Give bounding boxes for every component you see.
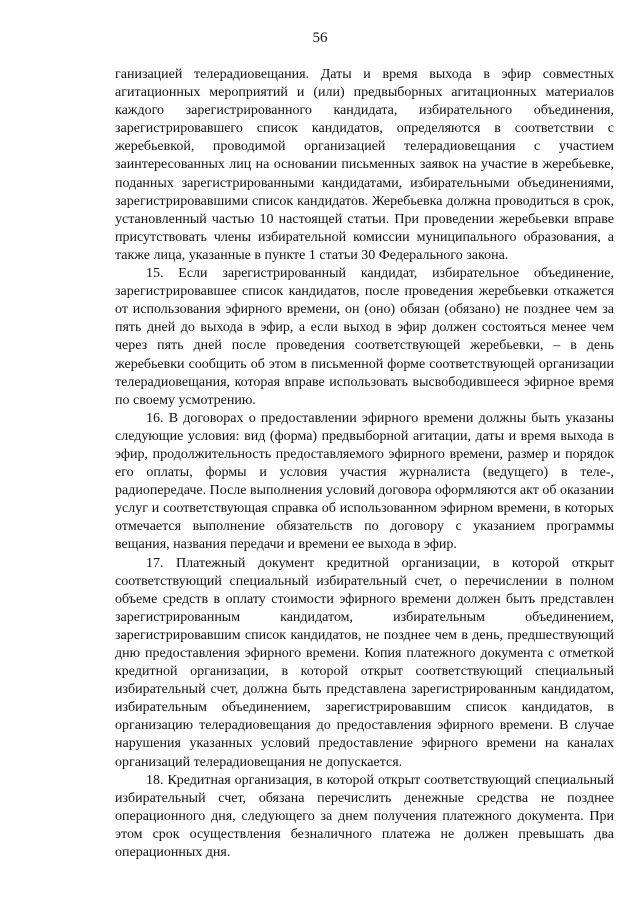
paragraph-18: 18. Кредитная организация, в которой открыт соответствующий специальный избирательный счет, обязана перечислить денежные средства не позднее операционного дня, следующего за днем получения платежного документа. При этом срок осуществления безналичного платежа не должен превышать два операционных дня. <box>115 772 614 861</box>
paragraph-15: 15. Если зарегистрированный кандидат, избирательное объединение, зарегистрировавшее список кандидатов, после проведения жеребьевки откажется от использования эфирного времени, он (оно) обязан (обязано) не позднее чем за пять дней до выхода в эфир, а если выход в эфир должен состояться менее чем через пять дней после проведения соответствующей жеребьевки, – в день жеребьевки сообщить об этом в письменной форме соответствующей организации телерадиовещания, которая вправе использовать высвободившееся эфирное время по своему усмотрению. <box>115 266 614 408</box>
page-number: 56 <box>312 30 328 46</box>
paragraph-17: 17. Платежный документ кредитной организации, в которой открыт соответствующий специальный избирательный счет, о перечислении в полном объеме средств в оплату стоимости эфирного времени должен быть представлен зарегистрированным кандидатом, избирательным объединением, зарегистрировавшим список кандидатов, не позднее чем в день, предшествующий дню предоставления эфирного времени. Копия платежного документа с отметкой кредитной организации, в которой открыт соответствующий специальный избирательный счет, должна быть представлена зарегистрированным кандидатом, избирательным объединением, зарегистрировавшим список кандидатов, в организацию телерадиовещания до предоставления эфирного времени. В случае нарушения указанных условий предоставление эфирного времени на каналах организаций телерадиовещания не допускается. <box>115 555 614 770</box>
paragraph-continued: ганизацией телерадиовещания. Даты и время выхода в эфир совместных агитационных мероприятий и (или) предвыборных агитационных материалов каждого зарегистрированного кандидата, избирательного объединения, зарегистрировавшего список кандидатов, определяются в соответствии с жеребьевкой, проводимой организацией телерадиовещания с участием заинтересованных лиц на основании письменных заявок на участие в жеребьевке, поданных зарегистрированными кандидатами, избирательными объединениями, зарегистрировавшими список кандидатов. Жеребьевка должна проводиться в срок, установленный частью 10 настоящей статьи. При проведении жеребьевки вправе присутствовать члены избирательной комиссии муниципального образования, а также лица, указанные в пункте 1 статьи 30 Федерального закона. <box>115 67 614 263</box>
document-body <box>115 66 614 862</box>
paragraph-16: 16. В договорах о предоставлении эфирного времени должны быть указаны следующие условия: вид (форма) предвыборной агитации, даты и время выхода в эфир, продолжительность предоставляемого эфирного времени, размер и порядок его оплаты, формы и условия участия журналиста (ведущего) в теле-, радиопередаче. После выполнения условий договора оформляются акт об оказании услуг и соответствующая справка об использованном эфирном времени, в которых отмечается выполнение обязательств по договору с указанием программы вещания, названия передачи и времени ее выхода в эфир. <box>115 410 614 553</box>
